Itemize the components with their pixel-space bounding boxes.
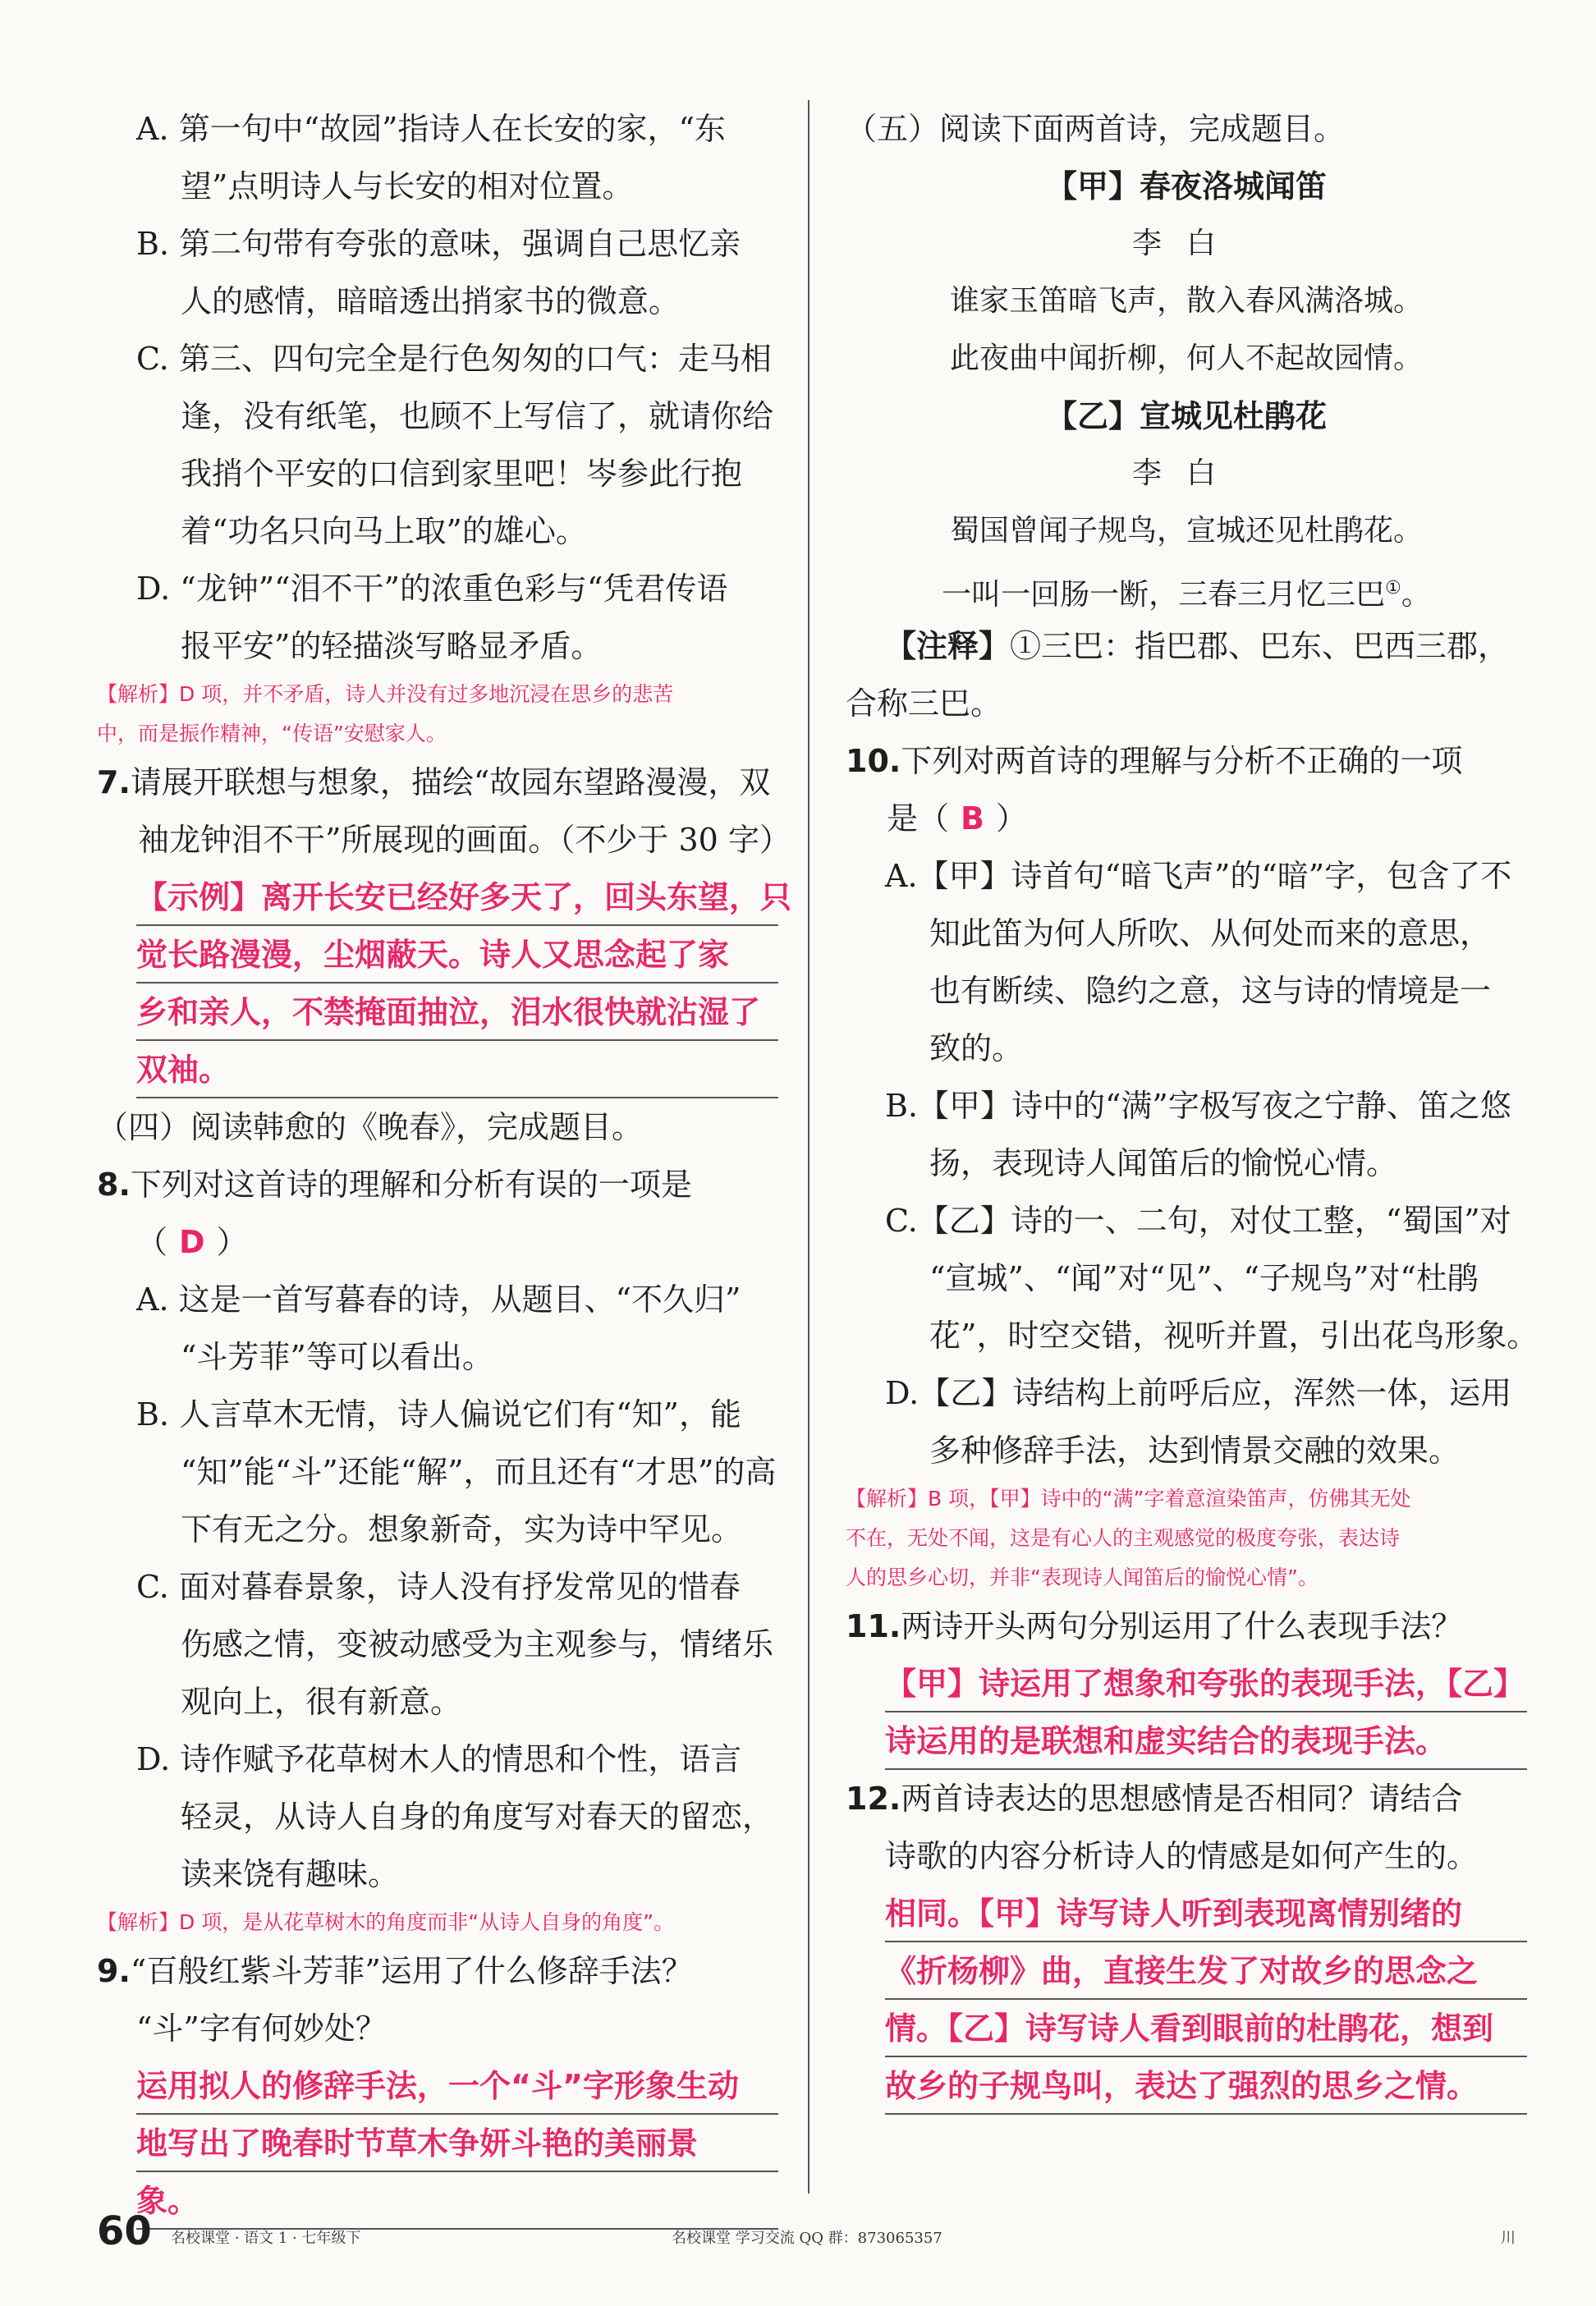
q6-options (97, 100, 778, 675)
option-line: C. 第三、四句完全是行色匆匆的口气：走马相 (136, 341, 772, 377)
option-line: B.【甲】诗中的“满”字极写夜之宁静、笛之悠 (885, 1088, 1511, 1124)
question-10 (846, 732, 1539, 1598)
question-text: 袖龙钟泪不干”所展现的画面。（不少于 30 字） (138, 822, 791, 858)
question-number: 9. (97, 1953, 131, 1989)
question-text-line (846, 732, 1527, 790)
question-number: 12. (846, 1781, 901, 1817)
question-number: 8. (97, 1167, 131, 1203)
option-line: 多种修辞手法，达到情景交融的效果。 (929, 1433, 1461, 1469)
paren-close: ） (216, 1224, 248, 1260)
option-line: A. 第一句中“故园”指诗人在长安的家，“东 (136, 111, 726, 147)
option-line: 着“功名只向马上取”的雄心。 (181, 513, 587, 549)
question-text: 请展开联想与想象，描绘“故园东望路漫漫，双 (130, 764, 771, 800)
question-12 (846, 1770, 1527, 2115)
option-line: 人的感情，暗暗透出捎家书的微意。 (181, 283, 681, 319)
question-text: 诗歌的内容分析诗人的情感是如何产生的。 (885, 1838, 1479, 1874)
question-text: 下列对这首诗的理解和分析有误的一项是 (130, 1167, 692, 1203)
poem-b-author: 李白 (1131, 456, 1241, 490)
answer-line: 地写出了晚春时节草木争妍斗艳的美丽景 (136, 2115, 778, 2172)
answer-bracket-line (97, 1213, 778, 1271)
option-line: “宣城”、“闻”对“见”、“子规鸟”对“杜鹃 (929, 1260, 1479, 1296)
option-line: 轻灵，从诗人自身的角度写对春天的留恋， (181, 1799, 774, 1835)
poem-b-line: 蜀国曾闻子规鸟，宣城还见杜鹃花。 (949, 514, 1423, 548)
option-line: B. 第二句带有夸张的意味，强调自己思忆亲 (136, 226, 741, 262)
question-text-line (97, 811, 791, 869)
analysis-line: 【解析】D 项，是从花草树木的角度而非“从诗人自身的角度”。 (97, 1910, 675, 1934)
option-line: D. “龙钟”“泪不干”的浓重色彩与“凭君传语 (136, 571, 728, 607)
poem-b-line-text: 一叫一回肠一断，三春三月忆三巴 (942, 578, 1386, 612)
answer-line: 【甲】诗运用了想象和夸张的表现手法，【乙】 (885, 1655, 1527, 1712)
option-line: D.【乙】诗结构上前呼后应，浑然一体，运用 (885, 1375, 1512, 1411)
question-text: “斗”字有何妙处？ (136, 2010, 387, 2047)
option-line: 读来饶有趣味。 (181, 1856, 400, 1892)
analysis-line: 【解析】D 项，并不矛盾，诗人并没有过多地沉浸在思乡的悲苦 (97, 682, 674, 706)
section-4-heading: （四）阅读韩愈的《晚春》，完成题目。 (97, 1109, 644, 1145)
section-5-heading: （五）阅读下面两首诗，完成题目。 (846, 111, 1346, 147)
answer-line: 相同。【甲】诗写诗人听到表现离情别绪的 (885, 1885, 1527, 1942)
option-line: B. 人言草木无情，诗人偏说它们有“知”，能 (136, 1396, 741, 1433)
option-line: 逢，没有纸笔，也顾不上写信了，就请你给 (181, 398, 774, 434)
answer-line: 象。 (136, 2172, 778, 2230)
question-number: 7. (97, 764, 131, 800)
question-7 (97, 754, 792, 1098)
annotation-head: 【注释】 (885, 628, 1011, 664)
option-line: “知”能“斗”还能“解”，而且还有“才思”的高 (181, 1454, 777, 1490)
option-line: 我捎个平安的口信到家里吧！岑参此行抱 (181, 456, 743, 492)
question-text-line (846, 1770, 1527, 1827)
option-line: D. 诗作赋予花草树木人的情思和个性，语言 (136, 1741, 742, 1777)
book-info: 名校课堂 · 语文 1 · 七年级下 (171, 2230, 361, 2247)
poem-b-title: 【乙】宣城见杜鹃花 (1045, 398, 1327, 434)
annotation-continued: 合称三巴。 (846, 685, 1002, 722)
option-line: C. 面对暮春景象，诗人没有抒发常见的惜春 (136, 1569, 741, 1605)
q6-analysis-note (97, 675, 778, 754)
answer-line: 故乡的子规鸟叫，表达了强烈的思乡之情。 (885, 2057, 1527, 2115)
paren-open: （ (136, 1224, 168, 1260)
question-text-line (97, 1156, 778, 1213)
question-text-line (846, 1827, 1527, 1885)
answer-line: 诗运用的是联想和虚实结合的表现手法。 (885, 1712, 1527, 1770)
option-line: A.【甲】诗首句“暗飞声”的“暗”字，包含了不 (885, 858, 1512, 894)
question-text: 两首诗表达的思想感情是否相同？请结合 (901, 1781, 1463, 1817)
option-line: 望”点明诗人与长安的相对位置。 (181, 168, 634, 204)
option-line: 报平安”的轻描淡写略显矛盾。 (181, 628, 603, 664)
annotation-text: ①三巴：指巴郡、巴东、巴西三郡， (1010, 628, 1510, 664)
question-text-line (97, 2000, 778, 2057)
analysis-line: 【解析】B 项，【甲】诗中的“满”字着意渲染笛声，仿佛其无处 (846, 1487, 1411, 1511)
poem-b-line-footnoted (846, 560, 1527, 617)
answer-line: 【示例】离开长安已经好多天了，回头东望，只 (136, 869, 778, 926)
poem-a-author: 李白 (1131, 227, 1241, 260)
poem-a-line: 此夜曲中闻折柳，何人不起故园情。 (949, 342, 1423, 375)
poem-a-line: 谁家玉笛暗飞声，散入春风满洛城。 (949, 284, 1423, 318)
column-divider (808, 100, 809, 2194)
answer-line: 运用拟人的修辞手法，一个“斗”字形象生动 (136, 2057, 778, 2115)
answer-line: 《折杨柳》曲，直接生发了对故乡的思念之 (885, 1942, 1527, 2000)
answer-bracket-line (846, 790, 1527, 847)
option-line: 也有断续、隐约之意，这与诗的情境是一 (929, 973, 1492, 1009)
option-line: 扬，表现诗人闻笛后的愉悦心情。 (929, 1145, 1398, 1181)
option-line: 花”，时空交错，视听并置，引出花鸟形象。 (929, 1318, 1539, 1354)
option-line: 下有无之分。想象新奇，实为诗中罕见。 (181, 1511, 743, 1547)
question-text: 两诗开头两句分别运用了什么表现手法？ (901, 1608, 1463, 1644)
analysis-line: 不在，无处不闻，这是有心人的主观感觉的极度夸张，表达诗 (846, 1526, 1401, 1550)
question-number: 10. (846, 743, 901, 779)
question-text: 是（ (887, 800, 950, 837)
question-11 (846, 1598, 1527, 1770)
annotation (846, 617, 1527, 675)
question-text-line (97, 1942, 778, 2000)
answer-line: 双袖。 (136, 1041, 778, 1098)
question-8 (97, 1156, 778, 1942)
question-number: 11. (846, 1608, 901, 1644)
option-line: “斗芳菲”等可以看出。 (181, 1339, 493, 1375)
poem-b-line-end: 。 (1401, 578, 1431, 612)
answer-line: 觉长路漫漫，尘烟蔽天。诗人又思念起了家 (136, 926, 778, 983)
option-line: 伤感之情，变被动感受为主观参与，情绪乐 (181, 1626, 774, 1662)
question-text: 下列对两首诗的理解与分析不正确的一项 (901, 743, 1463, 779)
choice-answer: B (961, 800, 984, 837)
qq-group-info: 名校课堂 学习交流 QQ 群：873065357 (672, 2230, 942, 2247)
option-line: A. 这是一首写暮春的诗，从题目、“不久归” (136, 1281, 741, 1318)
page-number: 60 (97, 2208, 152, 2254)
answer-line: 乡和亲人，不禁掩面抽泣，泪水很快就沾湿了 (136, 983, 778, 1041)
poem-a-title: 【甲】春夜洛城闻笛 (1045, 168, 1327, 204)
analysis-line: 中，而是振作精神，“传语”安慰家人。 (97, 722, 447, 745)
footnote-marker: ① (1385, 578, 1401, 598)
option-line: 致的。 (929, 1030, 1024, 1066)
paren-close: ） (995, 800, 1027, 837)
right-column (846, 100, 1539, 2115)
option-line: 观向上，很有新意。 (181, 1684, 462, 1720)
page-footer (97, 2208, 1516, 2258)
answer-line: 情。【乙】诗写诗人看到眼前的杜鹃花，想到 (885, 2000, 1527, 2057)
question-text-line (846, 1598, 1527, 1655)
analysis-line: 人的思乡心切，并非“表现诗人闻笛后的愉悦心情”。 (846, 1566, 1319, 1589)
region-mark: 川 (1501, 2230, 1516, 2247)
question-text-line (97, 754, 778, 811)
question-9 (97, 1942, 778, 2230)
choice-answer: D (179, 1224, 205, 1260)
option-line: 知此笛为何人所吹、从何处而来的意思， (929, 915, 1492, 951)
question-text: “百般红紫斗芳菲”运用了什么修辞手法？ (130, 1953, 693, 1989)
left-column (97, 100, 792, 2230)
option-line: C.【乙】诗的一、二句，对仗工整，“蜀国”对 (885, 1203, 1511, 1239)
